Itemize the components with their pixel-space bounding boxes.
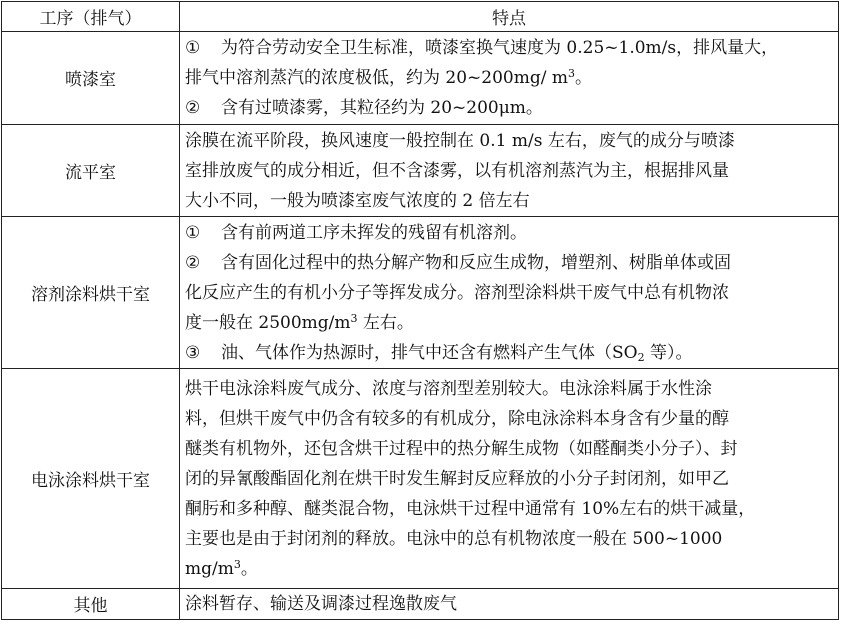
line-text: 化反应产生的有机小分子等挥发成分。溶剂型涂料烘干废气中总有机物浓 [185, 282, 729, 303]
process-cell: 喷漆室 [2, 32, 180, 125]
process-cell: 其他 [2, 588, 180, 619]
list-marker: ② [185, 97, 201, 118]
feature-line [185, 524, 832, 554]
feature-cell [180, 588, 839, 619]
process-cell: 电泳涂料烘干室 [2, 369, 180, 588]
process-cell: 溶剂涂料烘干室 [2, 217, 180, 369]
feature-line [185, 308, 832, 338]
feature-cell [180, 124, 839, 217]
table-row [2, 588, 839, 619]
table-row [2, 124, 839, 217]
line-text: 含有前两道工序未挥发的残留有机溶剂。 [221, 222, 527, 243]
feature-line [185, 589, 832, 619]
superscript: 3 [233, 557, 241, 571]
feature-cell [180, 369, 839, 588]
feature-line [185, 156, 832, 186]
superscript: 3 [567, 66, 575, 80]
line-text: 醚类有机物外，还包含烘干过程中的热分解生成物（如醛酮类小分子）、封 [185, 438, 738, 459]
table-row [2, 369, 839, 588]
line-text: 料，但烘干废气中仍含有较多的有机成分，除电泳涂料本身含有少量的醇 [185, 408, 729, 429]
line-text-after: 等）。 [644, 342, 693, 363]
feature-line [185, 434, 832, 464]
line-text: 度一般在 2500mg/m [185, 312, 351, 333]
line-text-after: 左右。 [357, 312, 414, 333]
feature-line [185, 464, 832, 494]
process-cell: 流平室 [2, 124, 180, 217]
feature-line [185, 63, 832, 93]
line-text: 涂膜在流平阶段，换风速度一般控制在 0.1 m/s 左右，废气的成分与喷漆 [185, 130, 735, 151]
feature-line [185, 494, 832, 524]
feature-line [185, 248, 832, 278]
feature-line [185, 218, 832, 248]
line-text: 闭的异氰酸酯固化剂在烘干时发生解封反应释放的小分子封闭剂，如甲乙 [185, 468, 729, 489]
line-text: 油、气体作为热源时，排气中还含有燃料产生气体（SO [221, 342, 638, 363]
feature-line [185, 338, 832, 368]
feature-cell [180, 217, 839, 369]
line-text: 主要也是由于封闭剂的释放。电泳中的总有机物浓度一般在 500~1000 [185, 528, 723, 549]
list-marker: ① [185, 37, 201, 58]
feature-line [185, 278, 832, 308]
line-text-after: 。 [574, 67, 592, 88]
line-text: 酮肟和多种醇、醚类混合物，电泳烘干过程中通常有 10%左右的烘干减量， [185, 498, 756, 519]
superscript: 3 [350, 311, 358, 325]
line-text: 含有过喷漆雾，其粒径约为 20~200μm。 [221, 97, 543, 118]
list-marker: ② [185, 252, 201, 273]
process-emission-table [1, 1, 839, 620]
line-text: 室排放废气的成分相近，但不含漆雾，以有机溶剂蒸汽为主，根据排风量 [185, 160, 729, 181]
line-text: 含有固化过程中的热分解产物和反应生成物，增塑剂、树脂单体或固 [221, 252, 731, 273]
feature-cell [180, 32, 839, 125]
line-text: 排气中溶剂蒸汽的浓度极低，约为 20~200mg/ m [185, 67, 568, 88]
feature-line [185, 93, 832, 123]
line-text: mg/m [185, 558, 234, 579]
subscript: 2 [637, 350, 645, 364]
header-feature: 特点 [180, 2, 839, 32]
table-row [2, 217, 839, 369]
table-row [2, 32, 839, 125]
feature-line [185, 404, 832, 434]
feature-line [185, 33, 832, 63]
header-process: 工序（排气） [2, 2, 180, 32]
line-text: 大小不同，一般为喷漆室废气浓度的 2 倍左右 [185, 190, 530, 211]
line-text-after: 。 [240, 558, 258, 579]
line-text: 涂料暂存、输送及调漆过程逸散废气 [185, 593, 457, 614]
feature-line [185, 126, 832, 156]
feature-line [185, 554, 832, 584]
list-marker: ③ [185, 342, 201, 363]
feature-line [185, 186, 832, 216]
list-marker: ① [185, 222, 201, 243]
table-header-row [2, 2, 839, 32]
line-text: 烘干电泳涂料废气成分、浓度与溶剂型差别较大。电泳涂料属于水性涂 [185, 378, 712, 399]
line-text: 为符合劳动安全卫生标准，喷漆室换气速度为 0.25~1.0m/s，排风量大， [221, 37, 779, 58]
feature-line [185, 374, 832, 404]
